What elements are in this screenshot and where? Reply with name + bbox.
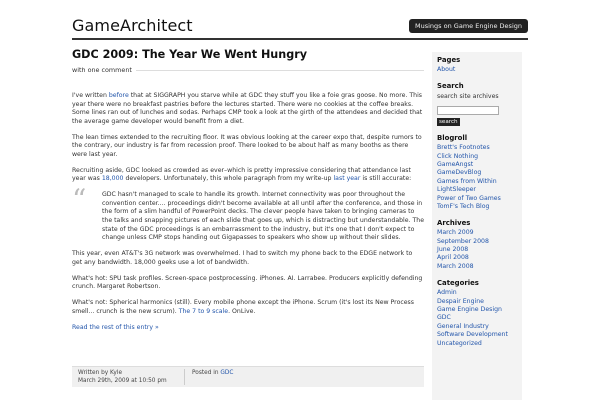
search-widget [437, 82, 517, 126]
blogroll-item[interactable]: Click Nothing [437, 152, 479, 160]
quote-text-end: the conference, and those in the form of a slim handful of PowerPoint decks. The clever people have taken to bringing cameras to the talks and snapping pictures of each slide that goes up, which is distracting but understandable. The state of the GDC proceedings is an embarrassment to the industry, but it's one that I don't expect to change unless CMP stops handing out Gigapasses to speakers who show up without their slides. [102, 199, 425, 242]
p1-text-end: that at SIGGRAPH you starve while at GDC they stuff you like a foie gras goose. No more. This year there were no breakfast pastries before the lectures started. There were no cookies at the coffee breaks. Some lines ran out of lunches and sodas. Perhaps CMP took a look at the girth of the attendees and decided that the average game developer would benefit from a diet. [72, 92, 423, 125]
p3-text-end: is still accurate: [360, 175, 412, 183]
attendance-link[interactable]: 18,000 [101, 175, 124, 183]
paragraph-3 [72, 167, 424, 184]
comments-link[interactable]: with one comment [72, 66, 132, 74]
archive-item[interactable]: April 2008 [437, 254, 469, 262]
p1-text-start: I've written [72, 92, 109, 99]
last-year-link[interactable]: last year [333, 175, 361, 183]
blogroll-item[interactable]: GameAngst [437, 161, 474, 169]
pages-widget [437, 56, 517, 75]
paragraph-6 [72, 299, 424, 316]
meta-divider [136, 70, 424, 71]
blogroll-item[interactable]: GameDevBlog [437, 169, 482, 177]
category-item[interactable]: GDC [437, 314, 451, 322]
sidebar [432, 52, 522, 400]
author-line: Written by Kyle [78, 370, 123, 376]
archives-heading: Archives [437, 218, 471, 227]
site-title[interactable]: GameArchitect [72, 16, 193, 35]
archive-item[interactable]: March 2009 [437, 229, 474, 237]
p3-text-mid: developers. Unfortunately, this whole paragraph from my write-up [123, 175, 334, 183]
read-more-link[interactable]: Read the rest of this entry » [72, 323, 159, 331]
post-date: March 29th, 2009 at 10:50 pm [78, 378, 167, 384]
blogroll-heading: Blogroll [437, 133, 468, 142]
post [72, 48, 424, 339]
paragraph-4: This year, even AT&T's 3G network was overwhelmed. I had to switch my phone back to the EDGE network to get any bandwidth. 18,000 geeks use a lot of bandwidth. [72, 250, 413, 266]
archives-widget [437, 219, 517, 271]
post-category [192, 369, 233, 377]
pages-heading: Pages [437, 56, 461, 64]
p6-text-start: What's not: Spherical harmonics (still). Every mobile phone except the iPhone. Scrum (it's lost its New Process smell... crunch is the new scrum). [72, 299, 415, 315]
post-byline [78, 369, 167, 385]
archive-item[interactable]: June 2008 [437, 246, 469, 254]
quote-text-start: GDC hasn't managed to scale to handle its growth. Internet connectivity was poor throughout the convention center.... proceedings didn't become available at all until [102, 191, 406, 207]
blogroll-item[interactable]: Brett's Footnotes [437, 144, 490, 152]
blogroll-item[interactable]: Power of Two Games [437, 194, 501, 202]
paragraph-1 [72, 92, 424, 126]
category-item[interactable]: General Industry [437, 322, 489, 330]
post-title[interactable]: GDC 2009: The Year We Went Hungry [72, 48, 308, 61]
read-more-paragraph [72, 324, 424, 333]
categories-widget [437, 279, 517, 348]
quote-emphasis: after [316, 199, 332, 207]
category-item[interactable]: Uncategorized [437, 339, 482, 347]
before-link[interactable]: before [108, 92, 129, 99]
archive-item[interactable]: March 2008 [437, 262, 474, 270]
site-tagline: Musings on Game Engine Design [409, 19, 528, 33]
blockquote [72, 183, 425, 243]
search-button[interactable]: search [439, 119, 458, 126]
posted-in-label: Posted in [192, 370, 221, 376]
category-item[interactable]: Game Engine Design [437, 305, 502, 313]
p3-text-start: Recruiting aside, GDC looked as crowded as ever–which is pretty impressive considering that attendance last year was [72, 166, 411, 183]
p6-text-end: . OnLive. [228, 307, 256, 315]
blogroll-widget [437, 134, 517, 212]
category-item[interactable]: Despair Engine [437, 297, 484, 305]
quote-mark-icon: “ [72, 183, 87, 217]
archive-item[interactable]: September 2008 [437, 237, 489, 245]
post-meta [72, 66, 424, 74]
paragraph-5: What's hot: SPU task profiles. Screen-space postprocessing. iPhones. AI. Larrabee. Producers explicitly defending crunch. Margaret Robertson. [72, 274, 423, 291]
search-heading: Search [437, 82, 464, 91]
categories-heading: Categories [437, 278, 479, 287]
footer-divider [184, 369, 185, 385]
blogroll-item[interactable]: Games from Within [437, 177, 497, 185]
search-input[interactable] [437, 106, 499, 115]
search-label: search site archives [437, 92, 499, 100]
blogroll-item[interactable]: TomF's Tech Blog [437, 203, 490, 211]
category-item[interactable]: Admin [437, 289, 457, 297]
pages-item[interactable]: About [437, 66, 456, 74]
header-divider [72, 38, 528, 40]
category-link[interactable]: GDC [220, 370, 234, 376]
blogroll-item[interactable]: LightSleeper [437, 186, 476, 194]
post-content [72, 92, 424, 332]
category-item[interactable]: Software Development [437, 331, 508, 339]
paragraph-2: The lean times extended to the recruiting floor. It was obvious looking at the career expo that, despite rumors to the contrary, our industry is far from recession proof. There looked to be about half as many booths as there were last year. [72, 133, 422, 158]
post-footer [72, 366, 424, 387]
scale-link[interactable]: The 7 to 9 scale [178, 307, 229, 315]
